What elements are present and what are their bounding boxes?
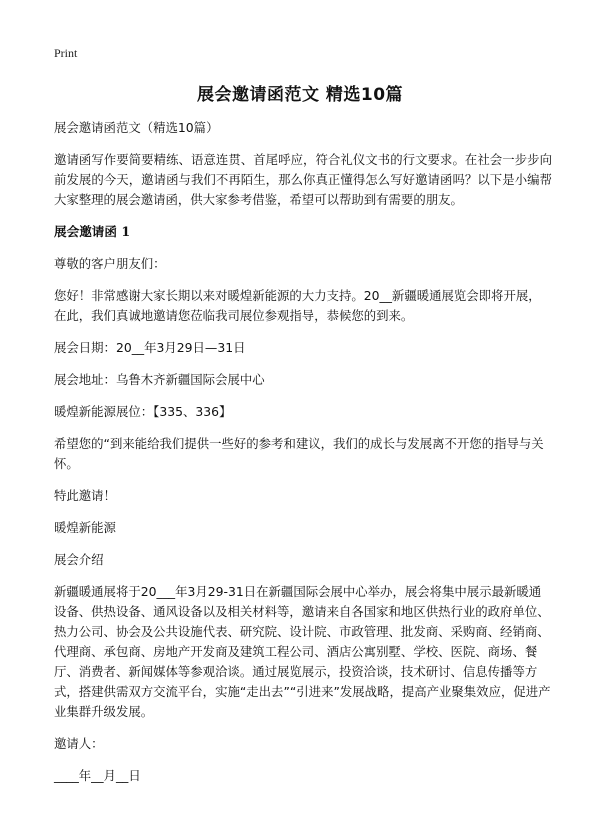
- inviter-label: 邀请人：: [54, 736, 104, 751]
- greeting: 尊敬的客户朋友们：: [54, 256, 166, 271]
- print-link[interactable]: Print: [54, 46, 78, 60]
- intro-heading: 展会介绍: [54, 552, 104, 567]
- document-subtitle: 展会邀请函范文（精选10篇）: [54, 120, 219, 135]
- welcome-paragraph: 您好！非常感谢大家长期以来对暖煌新能源的大力支持。20__新疆暖通展览会即将开展，在此，我们真诚地邀请您莅临我司展位参观指导，恭候您的到来。: [54, 288, 541, 323]
- exhibition-date: 展会日期：20__年3月29日—31日: [54, 340, 246, 355]
- intro-paragraph: 邀请函写作要简要精练、语意连贯、首尾呼应，符合礼仪文书的行文要求。在社会一步步向前发展的今天，邀请函与我们不再陌生，那么你真正懂得怎么写好邀请函吗？以下是小编帮大家整理的展会邀请函，供大家参考借鉴，希望可以帮助到有需要的朋友。: [54, 152, 552, 207]
- document-title: 展会邀请函范文 精选10篇: [196, 85, 404, 105]
- signature-date: ____年__月__日: [54, 768, 141, 783]
- booth-number: 暖煌新能源展位：【335、336】: [54, 404, 232, 419]
- special-invite: 特此邀请！: [54, 488, 116, 503]
- company-name: 暖煌新能源: [54, 520, 116, 535]
- description-paragraph: 新疆暖通展将于20___年3月29-31日在新疆国际会展中心举办，展会将集中展示最新暖通设备、供热设备、通风设备以及相关材料等，邀请来自各国家和地区供热行业的政府单位、热力公司、协会及公共设施代表、研究院、设计院、市政管理、批发商、采购商、经销商、代理商、承包商、房地产开发商及建筑工程公司、酒店公寓别墅、学校、医院、商场、餐厅、消费者、新闻媒体等参观洽谈。通过展览展示，投资洽谈，技术研讨、信息传播等方式，搭建供需双方交流平台，实施“走出去”“引进来”发展战略，提高产业聚集效应，促进产业集群升级发展。: [54, 584, 551, 719]
- exhibition-address: 展会地址：乌鲁木齐新疆国际会展中心: [54, 372, 265, 387]
- hope-paragraph: 希望您的“到来能给我们提供一些好的参考和建议，我们的成长与发展离不开您的指导与关怀。: [54, 436, 544, 471]
- document-body: [54, 118, 552, 798]
- section-heading: 展会邀请函 1: [54, 224, 131, 239]
